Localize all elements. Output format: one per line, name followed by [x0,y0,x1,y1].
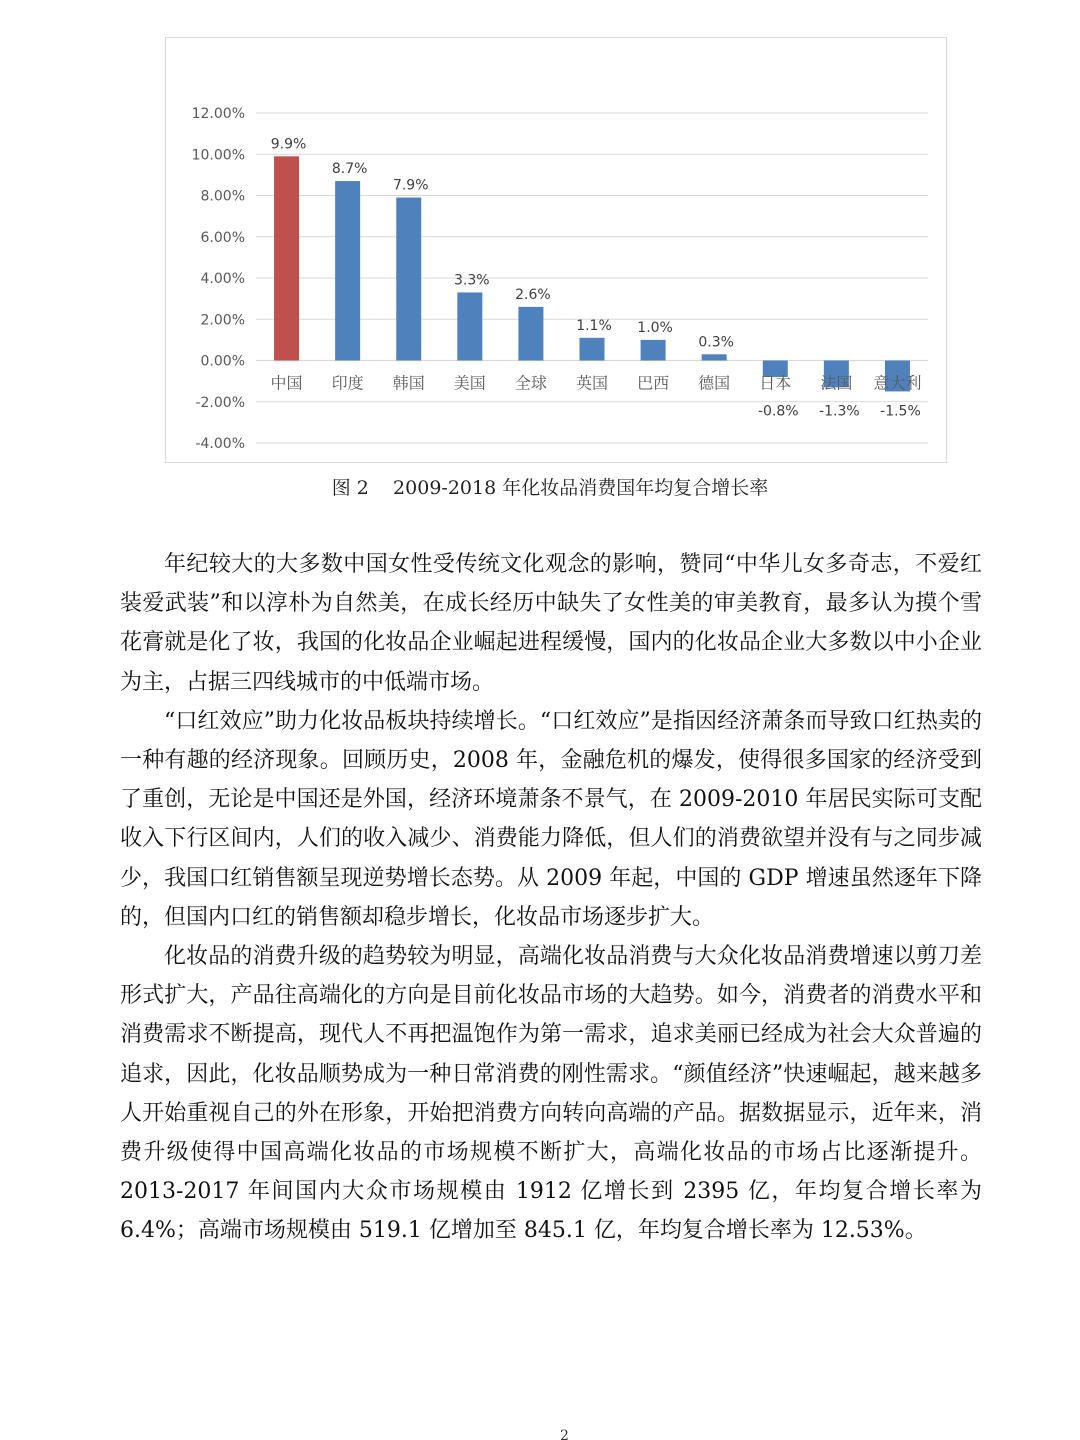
bar [396,198,421,361]
data-label: -0.8% [757,403,799,420]
bar [335,181,360,360]
figure-caption: 图 2 2009-2018 年化妆品消费国年均复合增长率 [331,477,769,499]
bar [580,338,605,361]
bar [457,292,482,360]
bar [274,156,299,360]
x-category-label: 法国 [820,373,853,393]
data-label: 1.0% [637,319,673,336]
x-category-label: 全球 [514,373,547,393]
y-tick-label: 0.00% [200,353,245,370]
y-tick-label: 10.00% [191,147,245,164]
bar [641,340,666,361]
x-category-label: 韩国 [392,373,425,393]
data-label: 1.1% [576,317,612,334]
page-number: 2 [560,1428,569,1440]
x-category-label: 中国 [270,373,303,393]
data-label: 8.7% [331,161,368,178]
x-category-label: 美国 [453,373,486,393]
data-label: -1.5% [880,403,921,420]
y-tick-label: -4.00% [195,436,245,452]
data-label: 2.6% [515,286,551,303]
bar [702,354,727,360]
y-tick-label: 4.00% [200,271,245,287]
y-tick-label: 6.00% [200,229,245,246]
chart-canvas [166,38,946,462]
x-category-label: 意大利 [873,373,922,393]
x-category-label: 印度 [331,373,364,393]
data-label: 9.9% [270,136,307,153]
x-category-label: 英国 [575,373,609,393]
y-tick-label: 12.00% [191,106,245,122]
y-tick-label: 8.00% [200,188,245,205]
data-label: 0.3% [698,334,734,351]
data-label: 7.9% [392,177,429,194]
paragraph: “口红效应”助力化妆品板块持续增长。“口红效应”是指因经济萧条而导致口红热卖的一种有趣的经济现象。回顾历史，2008 年，金融危机的爆发，使得很多国家的经济受到了重创，无论是中国还是外国，经济环境萧条不景气，在 2009-2010 年居民实际可支配收入下行区间内，人们的收入减少、消费能力降低，但人们的消费欲望并没有与之同步减少，我国口红销售额呈现逆势增长态势。从 2009 年起，中国的 GDP 增速虽然逐年下降的，但国内口红的销售额却稳步增长，化妆品市场逐步扩大。 [120,708,982,930]
data-label: -1.3% [819,403,860,420]
paragraph: 年纪较大的大多数中国女性受传统文化观念的影响，赞同“中华儿女多奇志，不爱红装爱武装”和以淳朴为自然美，在成长经历中缺失了女性美的审美教育，最多认为摸个雪花膏就是化了妆，我国的化妆品企业崛起进程缓慢，国内的化妆品企业大多数以中小企业为主，占据三四线城市的中低端市场。 [120,552,982,695]
paragraph: 化妆品的消费升级的趋势较为明显，高端化妆品消费与大众化妆品消费增速以剪刀差形式扩大，产品往高端化的方向是目前化妆品市场的大趋势。如今，消费者的消费水平和消费需求不断提高，现代人不再把温饱作为第一需求，追求美丽已经成为社会大众普遍的追求，因此，化妆品顺势成为一种日常消费的刚性需求。“颜值经济”快速崛起，越来越多人开始重视自己的外在形象，开始把消费方向转向高端的产品。据数据显示，近年来，消费升级使得中国高端化妆品的市场规模不断扩大，高端化妆品的市场占比逐渐提升。2013-2017 年间国内大众市场规模由 1912 亿增长到 2395 亿，年均复合增长率为 6.4%；高端市场规模由 519.1 亿增加至 845.1 亿，年均复合增长率为 12.53%。 [120,944,982,1244]
bar [518,307,543,361]
x-category-label: 德国 [698,373,731,393]
y-tick-label: 2.00% [200,312,245,329]
y-tick-label: -2.00% [195,394,245,411]
body-text [120,545,982,1251]
bar-chart [165,37,947,463]
data-label: 3.3% [454,272,490,289]
x-category-label: 巴西 [637,373,670,393]
x-category-label: 日本 [759,373,792,393]
